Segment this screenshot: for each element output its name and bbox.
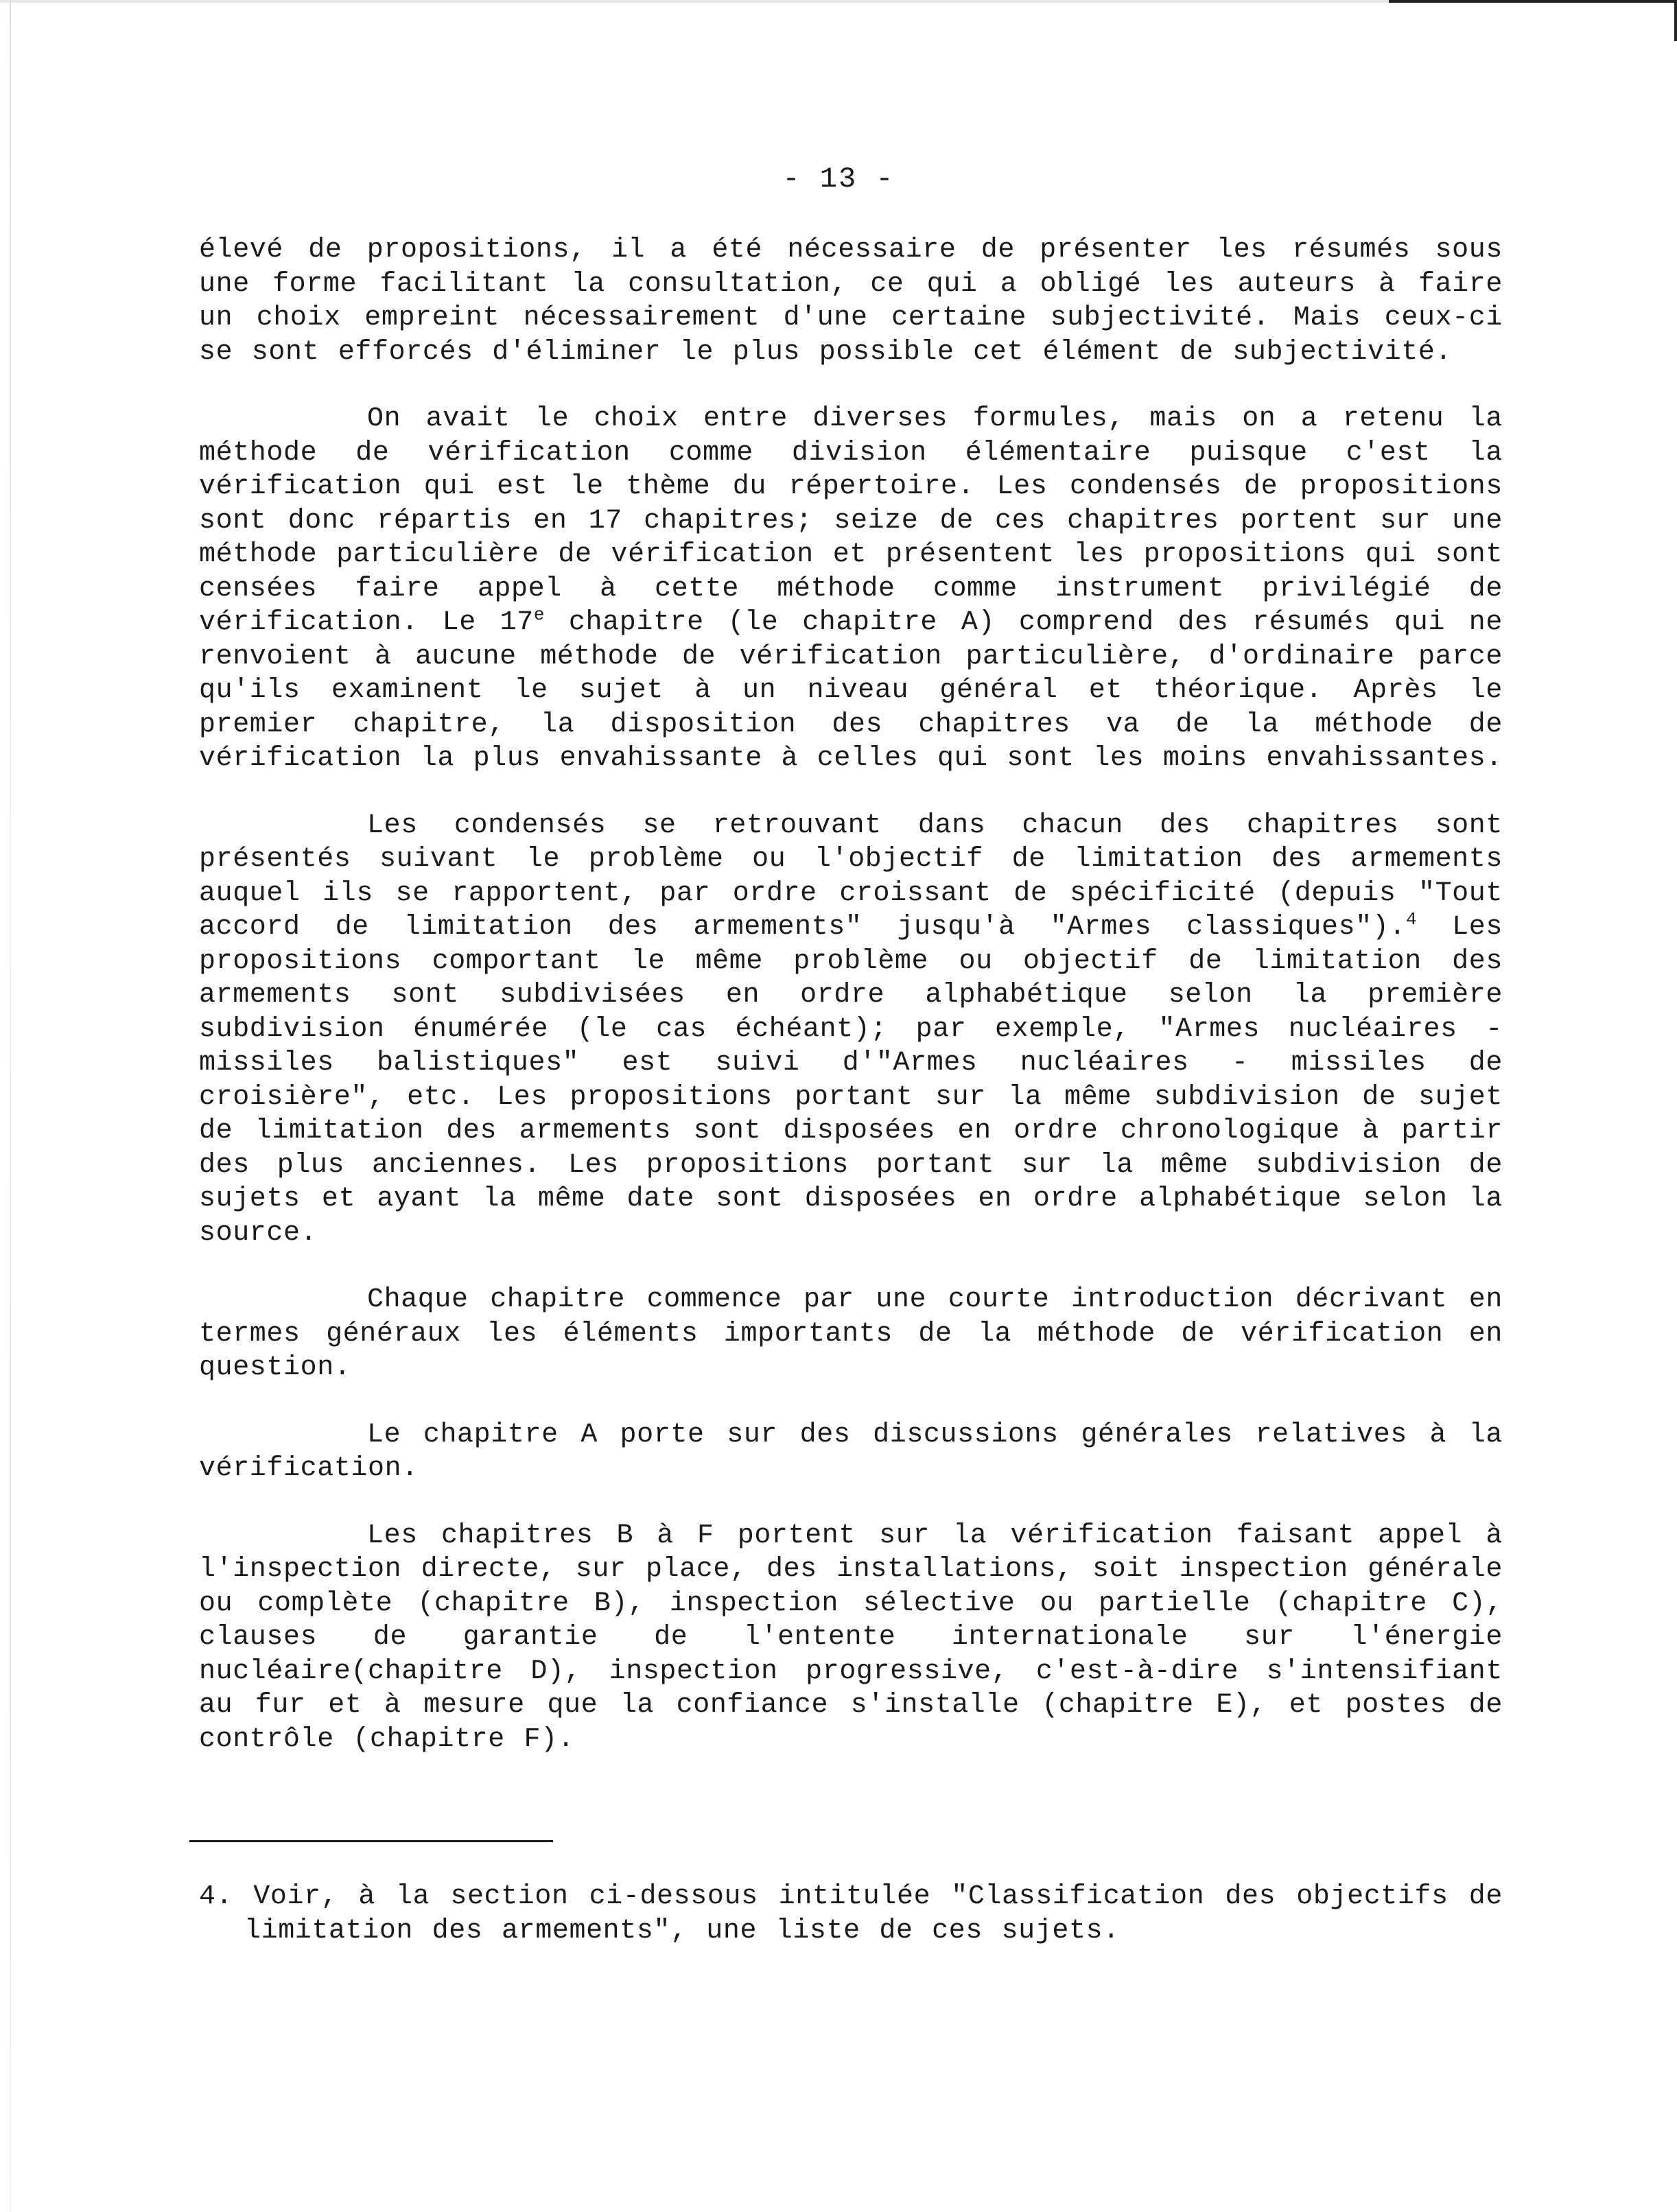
paragraph-2-text-after: chapitre (le chapitre A) comprend des résumés qui ne renvoient à aucune méthode de vérification particulière, d'ordinaire parce qu'ils examinent le sujet à un niveau général et théorique. Après le premier chapitre, la disposition des chapitres va de la méthode de vérification la plus envahissante à celles qui sont les moins envahissantes. — [199, 607, 1503, 774]
paragraph-3-text-before: Les condensés se retrouvant dans chacun des chapitres sont présentés suivant le problème ou l'objectif de limitation des armements auquel ils se rapportent, par ordre croissant de spécificité (depuis "Tout accord de limitation des armements" jusqu'à "Armes classiques"). — [199, 810, 1503, 943]
paragraph-1-text: élevé de propositions, il a été nécessaire de présenter les résumés sous une forme facilitant la consultation, ce qui a obligé les auteurs à faire un choix empreint nécessairement d'une certaine subjectivité. Mais ceux-ci se sont efforcés d'éliminer le plus possible cet élément de subjectivité. — [199, 235, 1503, 368]
paragraph-3 — [199, 809, 1503, 1251]
footnote: 4. Voir, à la section ci-dessous intitulée "Classification des objectifs de limitation des armements", une liste de ces sujets. — [199, 1881, 1503, 1946]
paragraph-5 — [199, 1418, 1503, 1486]
ordinal-superscript: e — [533, 604, 546, 625]
paragraph-3-text-after: Les propositions comportant le même problème ou objectif de limitation des armements sont subdivisées en ordre alphabétique selon la première subdivision énumérée (le cas échéant); par exemple, "Armes nucléaires - missiles balistiques" est suivi d'"Armes nucléaires - missiles de croisière", etc. Les propositions portant sur la même subdivision de sujet de limitation des armements sont disposées en ordre chronologique à partir des plus anciennes. Les propositions portant sur la même subdivision de sujets et ayant la même date sont disposées en ordre alphabétique selon la source. — [199, 912, 1503, 1249]
scan-corner-mark — [1389, 0, 1677, 41]
paragraph-6 — [199, 1519, 1503, 1757]
paragraph-1 — [199, 233, 1503, 369]
paragraph-6-text: Les chapitres B à F portent sur la vérification faisant appel à l'inspection directe, sur place, des installations, soit inspection générale ou complète (chapitre B), inspection sélective ou partielle (chapitre C), clauses de garantie de l'entente internationale sur l'énergie nucléaire(chapitre D), inspection progressive, c'est-à-dire s'intensifiant au fur et à mesure que la confiance s'installe (chapitre E), et postes de contrôle (chapitre F). — [199, 1520, 1503, 1755]
paragraph-2-text-before: On avait le choix entre diverses formules, mais on a retenu la méthode de vérification comme division élémentaire puisque c'est la vérification qui est le thème du répertoire. Les condensés de propositions sont donc répartis en 17 chapitres; seize de ces chapitres portent sur une méthode particulière de vérification et présentent les propositions qui sont censées faire appel à cette méthode comme instrument privilégié de vérification. Le 17 — [199, 403, 1503, 638]
paragraph-4 — [199, 1283, 1503, 1385]
scan-edge-left — [10, 0, 11, 2212]
body-text — [199, 233, 1503, 1789]
footnote-reference: 4 — [1406, 909, 1418, 930]
paragraph-2 — [199, 402, 1503, 776]
page-number: - 13 - — [782, 163, 895, 196]
paragraph-5-text: Le chapitre A porte sur des discussions générales relatives à la vérification. — [199, 1419, 1503, 1484]
footnote-separator — [189, 1840, 553, 1842]
paragraph-4-text: Chaque chapitre commence par une courte introduction décrivant en termes généraux les éléments importants de la méthode de vérification en question. — [199, 1284, 1503, 1383]
